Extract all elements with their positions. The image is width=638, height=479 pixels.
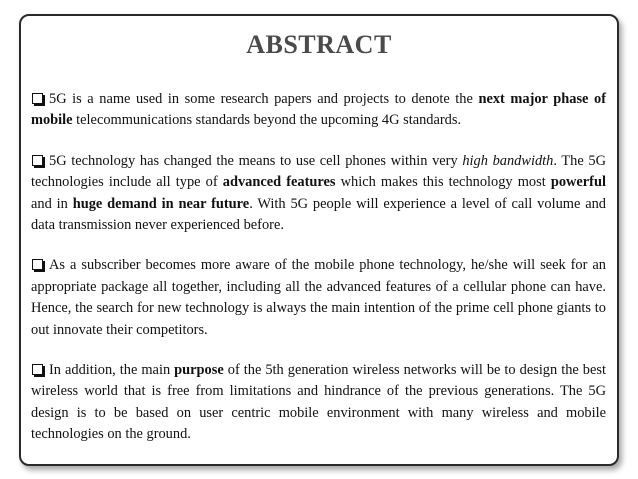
paragraph-2 bbox=[31, 151, 606, 237]
paragraph-3 bbox=[31, 255, 606, 341]
paragraph-2-text-2: . The 5G technologies include all type of bbox=[31, 152, 607, 191]
slide-title: ABSTRACT bbox=[246, 30, 392, 59]
paragraph-2-text-5: . With 5G people will experience a level of call volume and data transmission never experienced before. bbox=[31, 195, 606, 234]
paragraph-3-text-1: As a subscriber becomes more aware of the mobile phone technology, he/she will seek for an appropriate package all together, including all the advanced features of a cellular phone can have. Hence, the search for new technology is always the main intention of the prime cell phone giants to out innovate their competitors. bbox=[31, 257, 606, 338]
checkbox-bullet-icon bbox=[32, 259, 43, 270]
paragraph-4 bbox=[31, 360, 606, 446]
paragraph-1-bold-1: next major phase of mobile bbox=[31, 91, 606, 129]
paragraph-2-bold-3: huge demand in near future bbox=[72, 195, 250, 212]
checkbox-bullet-icon bbox=[32, 364, 43, 375]
paragraph-4-bold-1: purpose bbox=[174, 362, 224, 379]
paragraph-2-text-3: which makes this technology most bbox=[335, 174, 551, 191]
paragraph-1 bbox=[31, 89, 606, 132]
paragraph-4-text-2: of the 5th generation wireless networks will be to design the best wireless world that is free from limitations and hindrance of the previous generations. The 5G design is to be based on user centric mobile environment with many wireless and mobile technologies on the ground. bbox=[31, 362, 606, 443]
paragraph-2-italic-1: high bandwidth bbox=[462, 152, 554, 169]
paragraph-1-text-1: 5G is a name used in some research papers and projects to denote the bbox=[49, 91, 479, 107]
paragraph-4-text-1: In addition, the main bbox=[49, 362, 175, 379]
checkbox-bullet-icon bbox=[32, 93, 43, 104]
checkbox-bullet-icon bbox=[32, 155, 43, 166]
paragraph-2-text-1: 5G technology has changed the means to use cell phones within very bbox=[49, 152, 463, 169]
abstract-body bbox=[31, 89, 606, 446]
paragraph-1-text-2: telecommunications standards beyond the upcoming 4G standards. bbox=[72, 112, 462, 129]
paragraph-2-bold-1: advanced features bbox=[222, 174, 336, 191]
paragraph-2-text-4: and in bbox=[31, 195, 73, 212]
paragraph-2-bold-2: powerful bbox=[550, 174, 606, 191]
